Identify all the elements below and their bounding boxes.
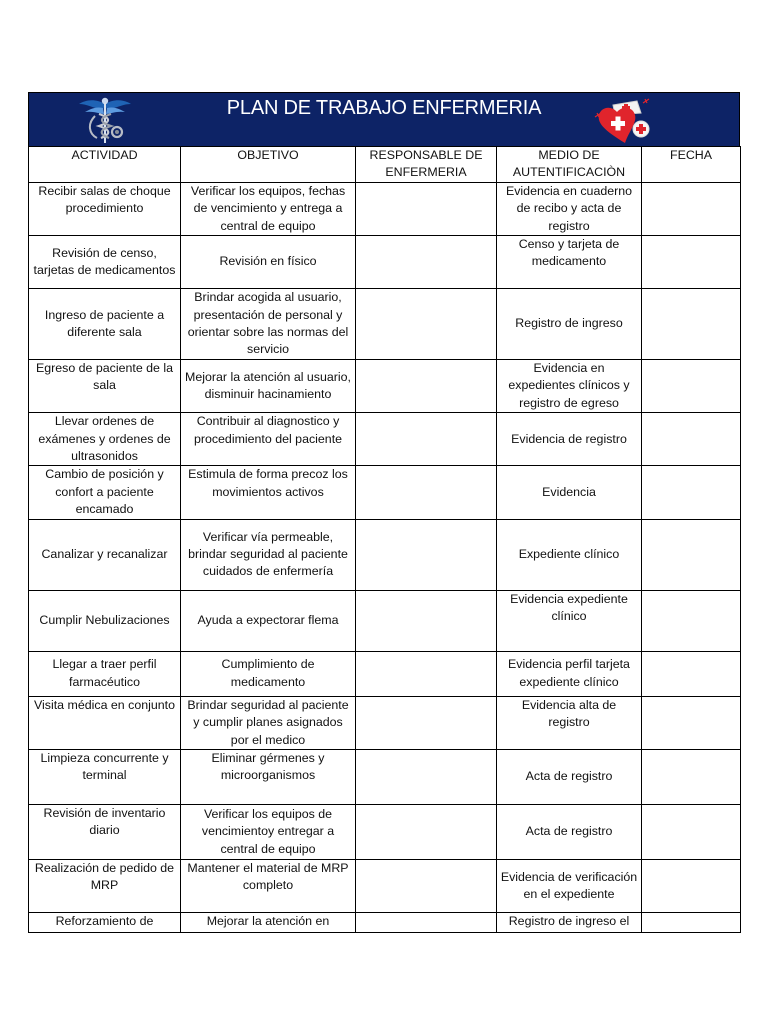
nurse-heart-icon	[593, 95, 657, 145]
cell-objetivo: Verificar los equipos, fechas de vencimiento y entrega a central de equipo	[181, 182, 356, 235]
cell-actividad: Recibir salas de choque procedimiento	[29, 182, 181, 235]
cell-actividad: Egreso de paciente de la sala	[29, 360, 181, 413]
cell-actividad: Reforzamiento de	[29, 912, 181, 932]
cell-fecha	[642, 519, 741, 590]
cell-medio: Evidencia en expedientes clínicos y registro de egreso	[497, 360, 642, 413]
cell-objetivo: Mejorar la atención en	[181, 912, 356, 932]
cell-medio: Acta de registro	[497, 804, 642, 859]
cell-fecha	[642, 696, 741, 749]
table-row	[29, 519, 741, 590]
cell-objetivo: Mantener el material de MRP completo	[181, 859, 356, 912]
cell-objetivo: Revisión en físico	[181, 236, 356, 289]
cell-objetivo: Verificar vía permeable, brindar seguridad al paciente cuidados de enfermería	[181, 519, 356, 590]
cell-responsable	[356, 519, 497, 590]
cell-responsable	[356, 804, 497, 859]
cell-objetivo: Brindar seguridad al paciente y cumplir planes asignados por el medico	[181, 696, 356, 749]
cell-responsable	[356, 696, 497, 749]
cell-fecha	[642, 749, 741, 804]
cell-responsable	[356, 590, 497, 651]
cell-actividad: Cambio de posición y confort a paciente encamado	[29, 466, 181, 519]
header-medio: MEDIO DE AUTENTIFICACIÒN	[497, 147, 642, 183]
page-title: PLAN DE TRABAJO ENFERMERIA	[226, 97, 542, 119]
table-row	[29, 289, 741, 360]
table-row	[29, 696, 741, 749]
cell-medio: Registro de ingreso	[497, 289, 642, 360]
cell-responsable	[356, 182, 497, 235]
table-row	[29, 912, 741, 932]
table-row	[29, 360, 741, 413]
cell-actividad: Revisión de inventario diario	[29, 804, 181, 859]
cell-objetivo: Brindar acogida al usuario, presentación de personal y orientar sobre las normas del servicio	[181, 289, 356, 360]
cell-fecha	[642, 413, 741, 466]
cell-actividad: Ingreso de paciente a diferente sala	[29, 289, 181, 360]
cell-medio: Evidencia	[497, 466, 642, 519]
cell-responsable	[356, 360, 497, 413]
cell-fecha	[642, 182, 741, 235]
header-actividad: ACTIVIDAD	[29, 147, 181, 183]
cell-medio: Acta de registro	[497, 749, 642, 804]
table-row	[29, 804, 741, 859]
cell-responsable	[356, 466, 497, 519]
table-row	[29, 413, 741, 466]
cell-medio: Censo y tarjeta de medicamento	[497, 236, 642, 289]
cell-responsable	[356, 859, 497, 912]
cell-actividad: Realización de pedido de MRP	[29, 859, 181, 912]
table-row	[29, 651, 741, 696]
cell-actividad: Visita médica en conjunto	[29, 696, 181, 749]
work-plan-sheet	[28, 92, 740, 933]
table-row	[29, 749, 741, 804]
work-plan-table	[28, 146, 741, 933]
cell-medio: Evidencia de verificación en el expediente	[497, 859, 642, 912]
cell-actividad: Canalizar y recanalizar	[29, 519, 181, 590]
cell-responsable	[356, 912, 497, 932]
header-objetivo: OBJETIVO	[181, 147, 356, 183]
cell-actividad: Llegar a traer perfil farmacéutico	[29, 651, 181, 696]
cell-objetivo: Verificar los equipos de vencimientoy entregar a central de equipo	[181, 804, 356, 859]
header-responsable: RESPONSABLE DE ENFERMERIA	[356, 147, 497, 183]
cell-fecha	[642, 859, 741, 912]
title-banner	[28, 92, 740, 146]
cell-objetivo: Ayuda a expectorar flema	[181, 590, 356, 651]
cell-responsable	[356, 749, 497, 804]
cell-medio: Evidencia en cuaderno de recibo y acta de registro	[497, 182, 642, 235]
cell-fecha	[642, 289, 741, 360]
table-row	[29, 182, 741, 235]
cell-fecha	[642, 590, 741, 651]
cell-actividad: Cumplir Nebulizaciones	[29, 590, 181, 651]
cell-objetivo: Eliminar gérmenes y microorganismos	[181, 749, 356, 804]
table-header-row	[29, 147, 741, 183]
table-row	[29, 236, 741, 289]
cell-actividad: Revisión de censo, tarjetas de medicamentos	[29, 236, 181, 289]
cell-responsable	[356, 651, 497, 696]
cell-responsable	[356, 289, 497, 360]
cell-fecha	[642, 804, 741, 859]
table-row	[29, 590, 741, 651]
table-row	[29, 466, 741, 519]
table-row	[29, 859, 741, 912]
cell-objetivo: Estimula de forma precoz los movimientos activos	[181, 466, 356, 519]
cell-objetivo: Mejorar la atención al usuario, disminuir hacinamiento	[181, 360, 356, 413]
cell-medio: Evidencia alta de registro	[497, 696, 642, 749]
cell-medio: Evidencia perfil tarjeta expediente clínico	[497, 651, 642, 696]
cell-medio: Expediente clínico	[497, 519, 642, 590]
cell-fecha	[642, 651, 741, 696]
cell-fecha	[642, 912, 741, 932]
cell-fecha	[642, 236, 741, 289]
cell-responsable	[356, 236, 497, 289]
cell-medio: Evidencia de registro	[497, 413, 642, 466]
cell-actividad: Llevar ordenes de exámenes y ordenes de ultrasonidos	[29, 413, 181, 466]
cell-actividad: Limpieza concurrente y terminal	[29, 749, 181, 804]
cell-fecha	[642, 466, 741, 519]
cell-objetivo: Contribuir al diagnostico y procedimiento del paciente	[181, 413, 356, 466]
header-fecha: FECHA	[642, 147, 741, 183]
cell-medio: Registro de ingreso el	[497, 912, 642, 932]
cell-fecha	[642, 360, 741, 413]
cell-medio: Evidencia expediente clínico	[497, 590, 642, 651]
cell-objetivo: Cumplimiento de medicamento	[181, 651, 356, 696]
cell-responsable	[356, 413, 497, 466]
